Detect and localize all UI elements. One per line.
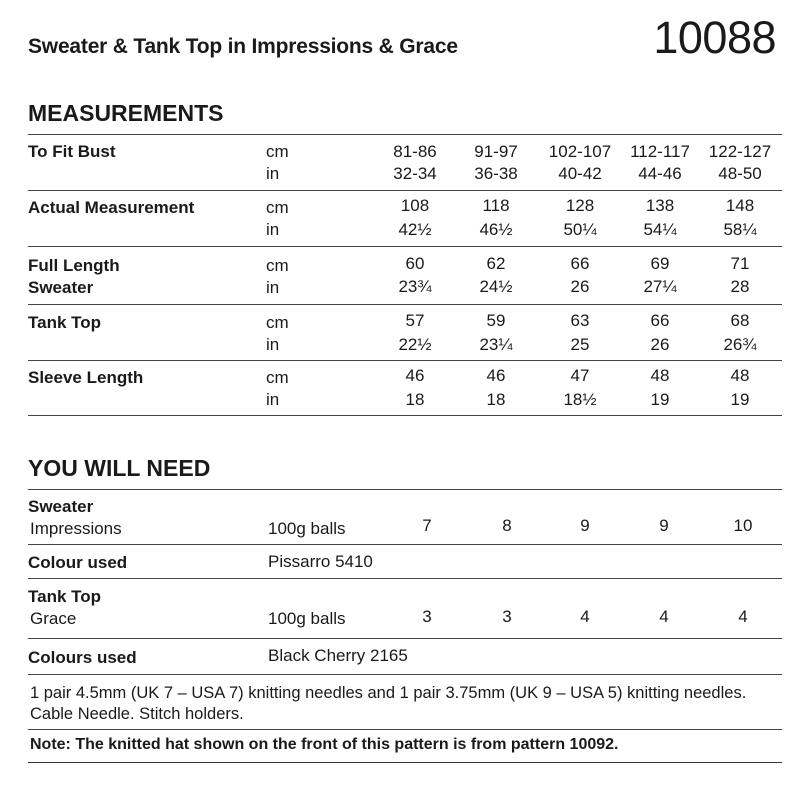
pattern-number: 10088 [653,12,776,63]
unit-cm: cm [266,313,289,332]
cell: 22½ [398,335,432,354]
tank-top-colour: Black Cherry 2165 [268,646,408,665]
cell: 7 [422,516,432,535]
cell: 42½ [398,220,432,239]
unit-in: in [266,335,280,354]
cell: 60 [405,254,425,273]
cell: 46 [486,366,506,385]
measurements-heading: MEASUREMENTS [28,100,224,126]
cell: 40-42 [558,164,602,183]
cell: 44-46 [638,164,682,183]
unit-cm: cm [266,368,289,387]
row-divider [28,544,782,545]
cell: 102-107 [548,142,612,161]
needles-text: 1 pair 4.5mm (UK 7 – USA 7) knitting needles and 1 pair 3.75mm (UK 9 – USA 5) knitting needles. Cable Needle. Stitch holders. [30,684,747,723]
cell: 28 [730,277,750,296]
cell: 118 [482,196,510,215]
row-divider [28,304,782,305]
sweater-unit: 100g balls [268,519,346,538]
unit-in: in [266,390,280,409]
measurements-bottom-rule [28,415,782,416]
cell: 47 [570,366,590,385]
cell: 57 [405,311,425,330]
cell: 66 [570,254,590,273]
cell: 66 [650,311,670,330]
bottom-rule [28,762,782,763]
cell: 50¼ [563,220,597,239]
cell: 23¼ [479,335,513,354]
cell: 19 [650,390,670,409]
cell: 46 [405,366,425,385]
cell: 4 [580,607,590,626]
cell: 4 [659,607,669,626]
cell: 19 [730,390,750,409]
cell: 9 [580,516,590,535]
cell: 128 [565,196,595,215]
tank-top-yarn: Grace [30,609,77,628]
cell: 24½ [479,277,513,296]
row-label: Sleeve Length [28,368,144,387]
cell: 112-117 [630,142,690,161]
cell: 63 [570,311,590,330]
cell: 18 [486,390,506,409]
cell: 32-34 [393,164,437,183]
cell: 69 [650,254,670,273]
row-label: Full Length [28,256,120,275]
pattern-title: Sweater & Tank Top in Impressions & Grace [28,35,458,58]
sweater-label: Sweater [28,497,94,516]
cell: 48-50 [718,164,762,183]
row-divider [28,246,782,247]
tank-top-colour-label: Colours used [28,648,137,667]
cell: 9 [659,516,669,535]
cell: 25 [570,335,590,354]
row-label: Tank Top [28,313,102,332]
measurements-top-rule [28,134,782,135]
need-top-rule [28,489,782,490]
cell: 3 [502,607,512,626]
cell: 108 [400,196,430,215]
cell: 62 [486,254,506,273]
cell: 23¾ [398,277,432,296]
cell: 148 [725,196,755,215]
cell: 48 [730,366,750,385]
you-will-need-heading: YOU WILL NEED [28,455,211,481]
cell: 81-86 [393,142,437,161]
cell: 58¼ [723,220,757,239]
cell: 71 [730,254,750,273]
row-label: To Fit Bust [28,142,116,161]
row-divider [28,638,782,639]
cell: 91-97 [474,142,518,161]
row-divider [28,674,782,675]
cell: 26¾ [723,335,757,354]
sweater-colour-label: Colour used [28,553,128,572]
cell: 122-127 [708,142,772,161]
row-divider [28,578,782,579]
cell: 46½ [479,220,513,239]
cell: 68 [730,311,750,330]
cell: 48 [650,366,670,385]
cell: 10 [733,516,753,535]
note-text: Note: The knitted hat shown on the front of this pattern is from pattern 10092. [30,736,619,753]
sweater-colour: Pissarro 5410 [268,552,373,571]
cell: 18 [405,390,425,409]
tank-top-unit: 100g balls [268,609,346,628]
cell: 18½ [563,390,597,409]
tank-top-label: Tank Top [28,587,102,606]
cell: 3 [422,607,432,626]
cell: 8 [502,516,512,535]
row-label: Actual Measurement [28,198,195,217]
cell: 54¼ [643,220,677,239]
unit-in: in [266,164,280,183]
row-divider [28,190,782,191]
unit-cm: cm [266,198,289,217]
cell: 4 [738,607,748,626]
sweater-yarn: Impressions [30,519,122,538]
cell: 26 [650,335,670,354]
unit-in: in [266,220,280,239]
row-label-sub: Sweater [28,278,94,297]
unit-cm: cm [266,142,289,161]
row-divider [28,360,782,361]
cell: 138 [645,196,675,215]
cell: 26 [570,277,590,296]
row-divider [28,729,782,730]
cell: 59 [486,311,506,330]
unit-in: in [266,278,280,297]
cell: 27¼ [643,277,677,296]
unit-cm: cm [266,256,289,275]
cell: 36-38 [474,164,518,183]
